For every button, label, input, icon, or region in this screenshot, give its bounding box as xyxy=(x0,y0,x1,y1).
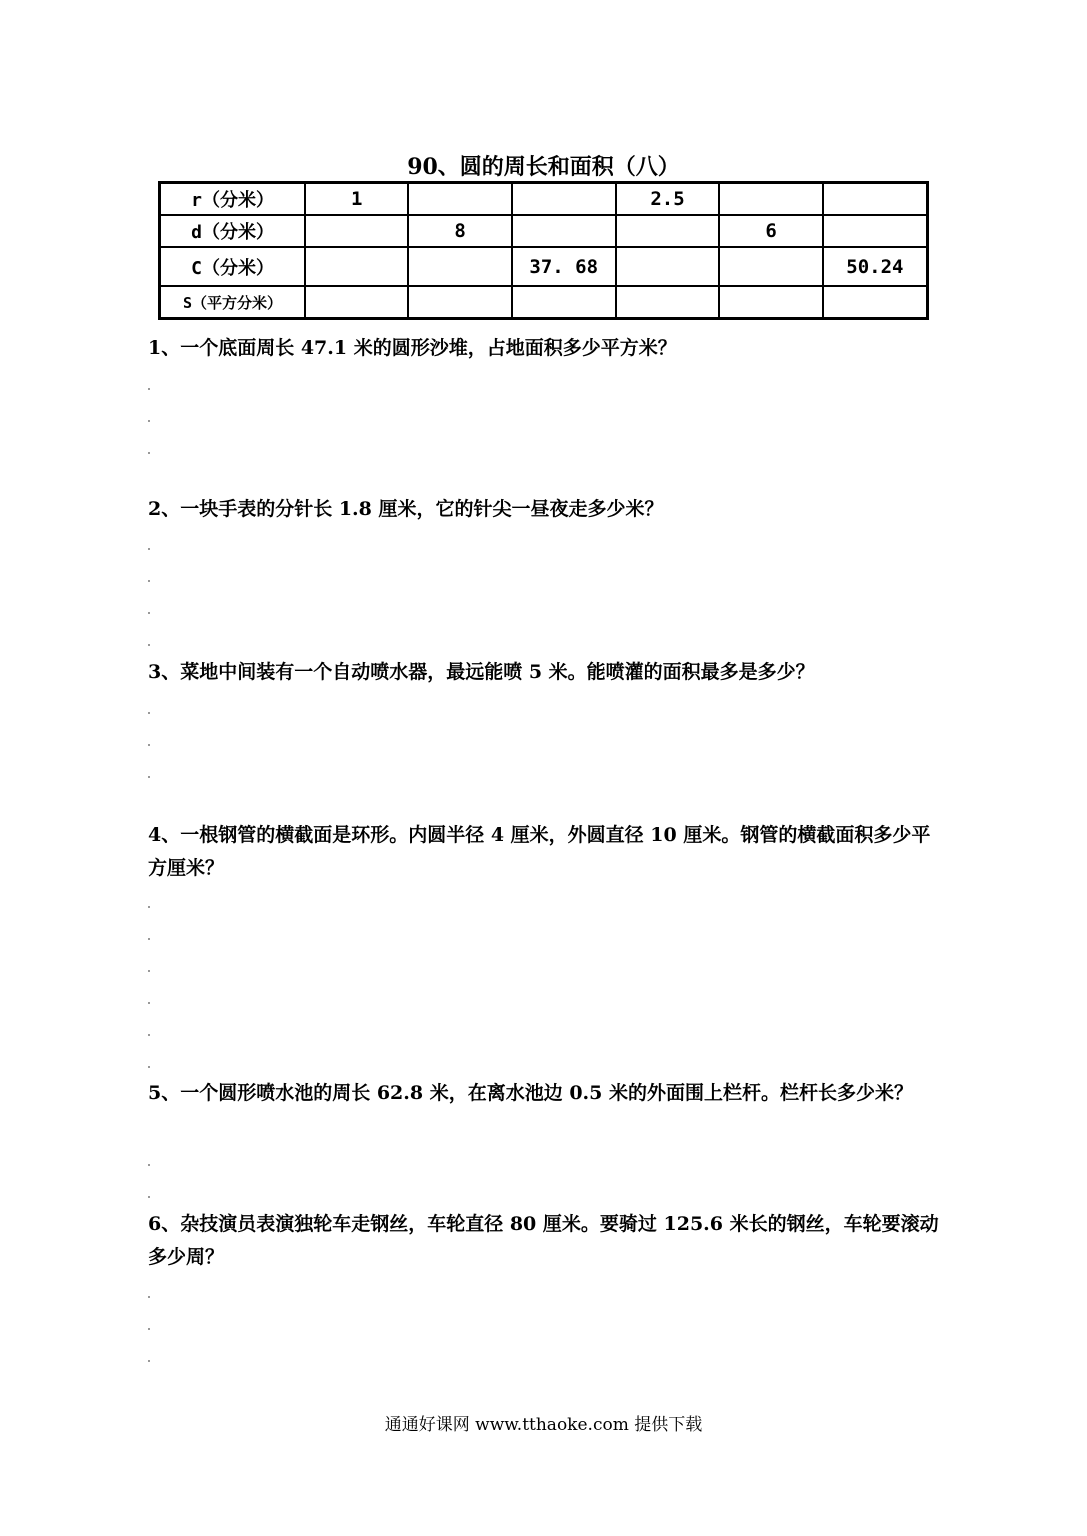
table-cell xyxy=(305,215,408,247)
paragraph-mark xyxy=(148,1360,150,1362)
table-cell xyxy=(719,247,822,286)
table-cell: 6 xyxy=(719,215,822,247)
paragraph-mark xyxy=(148,1164,150,1166)
table-row xyxy=(160,215,928,247)
row-header: r（分米） xyxy=(160,183,306,216)
table-cell xyxy=(616,247,720,286)
table-cell xyxy=(408,247,511,286)
paragraph-mark xyxy=(148,580,150,582)
table-cell xyxy=(512,183,616,216)
question-3: 3、菜地中间装有一个自动喷水器，最远能喷 5 米。能喷灌的面积最多是多少？ xyxy=(148,661,815,683)
table-cell xyxy=(719,286,822,319)
table-cell xyxy=(823,215,928,247)
table-cell xyxy=(823,286,928,319)
circle-table xyxy=(158,181,929,320)
table-cell: 1 xyxy=(305,183,408,216)
paragraph-mark xyxy=(148,644,150,646)
question-6: 6、杂技演员表演独轮车走钢丝，车轮直径 80 厘米。要骑过 125.6 米长的钢丝，车轮要滚动多少周？ xyxy=(148,1213,939,1268)
table-cell xyxy=(305,286,408,319)
table-cell xyxy=(408,183,511,216)
table-row xyxy=(160,183,928,216)
paragraph-mark xyxy=(148,744,150,746)
table-cell: 37. 68 xyxy=(512,247,616,286)
question-1: 1、一个底面周长 47.1 米的圆形沙堆，占地面积多少平方米？ xyxy=(148,337,677,359)
row-header: d（分米） xyxy=(160,215,306,247)
table-cell xyxy=(512,215,616,247)
paragraph-mark xyxy=(148,712,150,714)
paragraph-mark xyxy=(148,1002,150,1004)
paragraph-mark xyxy=(148,452,150,454)
row-header: C（分米） xyxy=(160,247,306,286)
table-cell xyxy=(616,215,720,247)
paragraph-mark xyxy=(148,420,150,422)
paragraph-mark xyxy=(148,970,150,972)
paragraph-mark xyxy=(148,1328,150,1330)
question-4: 4、一根钢管的横截面是环形。内圆半径 4 厘米，外圆直径 10 厘米。钢管的横截面积多少平方厘米？ xyxy=(148,824,931,879)
footer-source: 通通好课网 www.tthaoke.com 提供下载 xyxy=(384,1415,703,1435)
table-cell xyxy=(719,183,822,216)
paragraph-mark xyxy=(148,776,150,778)
table-row xyxy=(160,247,928,286)
table-cell xyxy=(616,286,720,319)
row-header: S（平方分米） xyxy=(160,286,306,319)
paragraph-mark xyxy=(148,1296,150,1298)
table-cell xyxy=(408,286,511,319)
table-cell xyxy=(823,183,928,216)
question-5: 5、一个圆形喷水池的周长 62.8 米，在离水池边 0.5 米的外面围上栏杆。栏杆长多少米？ xyxy=(148,1082,914,1104)
page-title: 90、圆的周长和面积（八） xyxy=(407,154,680,180)
paragraph-mark xyxy=(148,1066,150,1068)
question-2: 2、一块手表的分针长 1.8 厘米，它的针尖一昼夜走多少米？ xyxy=(148,498,664,520)
table-cell: 2.5 xyxy=(616,183,720,216)
paragraph-mark xyxy=(148,1034,150,1036)
table-cell: 50.24 xyxy=(823,247,928,286)
paragraph-mark xyxy=(148,388,150,390)
table-cell xyxy=(305,247,408,286)
table-cell: 8 xyxy=(408,215,511,247)
paragraph-mark xyxy=(148,938,150,940)
paragraph-mark xyxy=(148,1196,150,1198)
table-row xyxy=(160,286,928,319)
paragraph-mark xyxy=(148,906,150,908)
paragraph-mark xyxy=(148,548,150,550)
table-cell xyxy=(512,286,616,319)
paragraph-mark xyxy=(148,612,150,614)
